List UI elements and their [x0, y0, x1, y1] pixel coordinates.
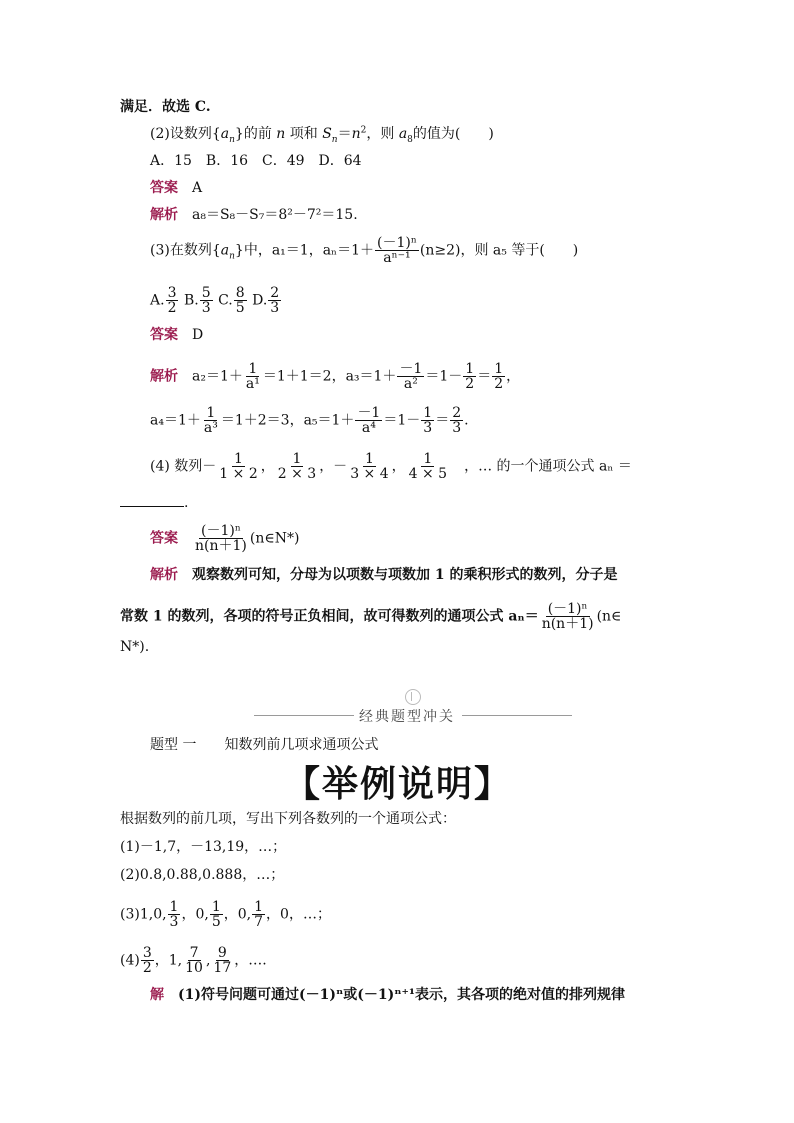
example-3: (3)1,0, $\frac{1}{3}$ ，0, $\frac{1}{5}$ ，0, $\frac{1}{7}$ ，0，…；: [120, 899, 331, 930]
lightbulb-icon: [405, 689, 421, 705]
question-3-options: A. $\frac{3}{2}$ B. $\frac{5}{3}$ C. $\frac{8}{5}$ D. $\frac{2}{3}$: [150, 285, 280, 316]
type-heading: 题型 一 知数列前几项求通项公式: [150, 737, 379, 753]
question-3-analysis-line1: 解析 a₂＝1＋ $\frac{1}{\text{a¹}}$ ＝1＋1＝2，a₃＝1＋ $\frac{-1}{\text{a²}}$ ＝1－ $\frac{1}{2}$ ＝ $\frac{1}{2}$ ，: [150, 361, 521, 392]
example-2: (2)0.8,0.88,0.888，…；: [120, 867, 285, 883]
question-2: (2)设数列$\{a_n\}$的前 n 项和 $S_n=n^2$，则 $a_8$的值为( ): [150, 125, 494, 145]
example-4: (4) $\frac{3}{2}$ ，1, $\frac{7}{10}$ , $\frac{9}{17}$ ，….: [120, 945, 267, 976]
page-title: 【举例说明】: [284, 764, 513, 805]
answer-blank: [120, 494, 184, 507]
q3-formula-fraction: $\frac{\text{(－1)ⁿ}}{\text{aⁿ⁻¹}}$: [377, 235, 417, 266]
banner-rule-left: [254, 715, 354, 716]
solution-line: 解 (1)符号问题可通过(－1)ⁿ或(－1)ⁿ⁺¹表示，其各项的绝对值的排列规律: [150, 987, 626, 1003]
question-4-blank: .: [120, 494, 188, 512]
question-4-analysis-line1: 解析 观察数列可知，分母为以项数与项数加 1 的乘积形式的数列，分子是: [150, 567, 618, 583]
question-3-answer: 答案 D: [150, 327, 204, 343]
example-1: (1)－1,7，－13,19，…；: [120, 839, 287, 855]
question-3-analysis-line2: a₄＝1＋ $\frac{1}{\text{a³}}$ ＝1＋2＝3，a₅＝1＋ $\frac{-1}{\text{a⁴}}$ ＝1－ $\frac{1}{3}$ ＝ $\frac{2}{3}$ .: [150, 405, 469, 436]
question-4-analysis-line3: N*).: [120, 639, 150, 655]
question-3: (3)在数列$\{a_n\}$中，a₁＝1，aₙ＝1＋ $\frac{\text{(－1)ⁿ}}{\text{aⁿ⁻¹}}$ (n≥2)，则 a₅ 等于( ): [150, 235, 579, 266]
intro-line: 根据数列的前几项，写出下列各数列的一个通项公式：: [120, 811, 456, 827]
section-banner: 经典题型冲关: [359, 709, 455, 725]
conclusion-line: 满足．故选 C.: [120, 99, 211, 115]
question-2-options: A．15 B．16 C．49 D．64: [150, 153, 362, 169]
question-4-analysis-line2: 常数 1 的数列，各项的符号正负相间，故可得数列的通项公式 aₙ＝ $\frac{\text{(－1)ⁿ}}{n(n+1)}$ (n∈: [120, 601, 622, 632]
question-4-answer: 答案 $\frac{\text{(－1)ⁿ}}{n(n+1)}$ (n∈N*): [150, 523, 300, 554]
question-2-analysis: 解析 a₈＝S₈－S₇＝8²－7²＝15.: [150, 207, 358, 223]
question-4: (4) 数列－ $\frac{1}{1 \times 2}$ ， $\frac{1}{2 \times 3}$ ，－ $\frac{1}{3 \times 4}$ ， $\frac{1}{4 \times 5}$ ，… 的一个通项公式 aₙ ＝: [150, 451, 632, 482]
banner-rule-right: [462, 715, 572, 716]
question-2-answer: 答案 A: [150, 180, 203, 196]
